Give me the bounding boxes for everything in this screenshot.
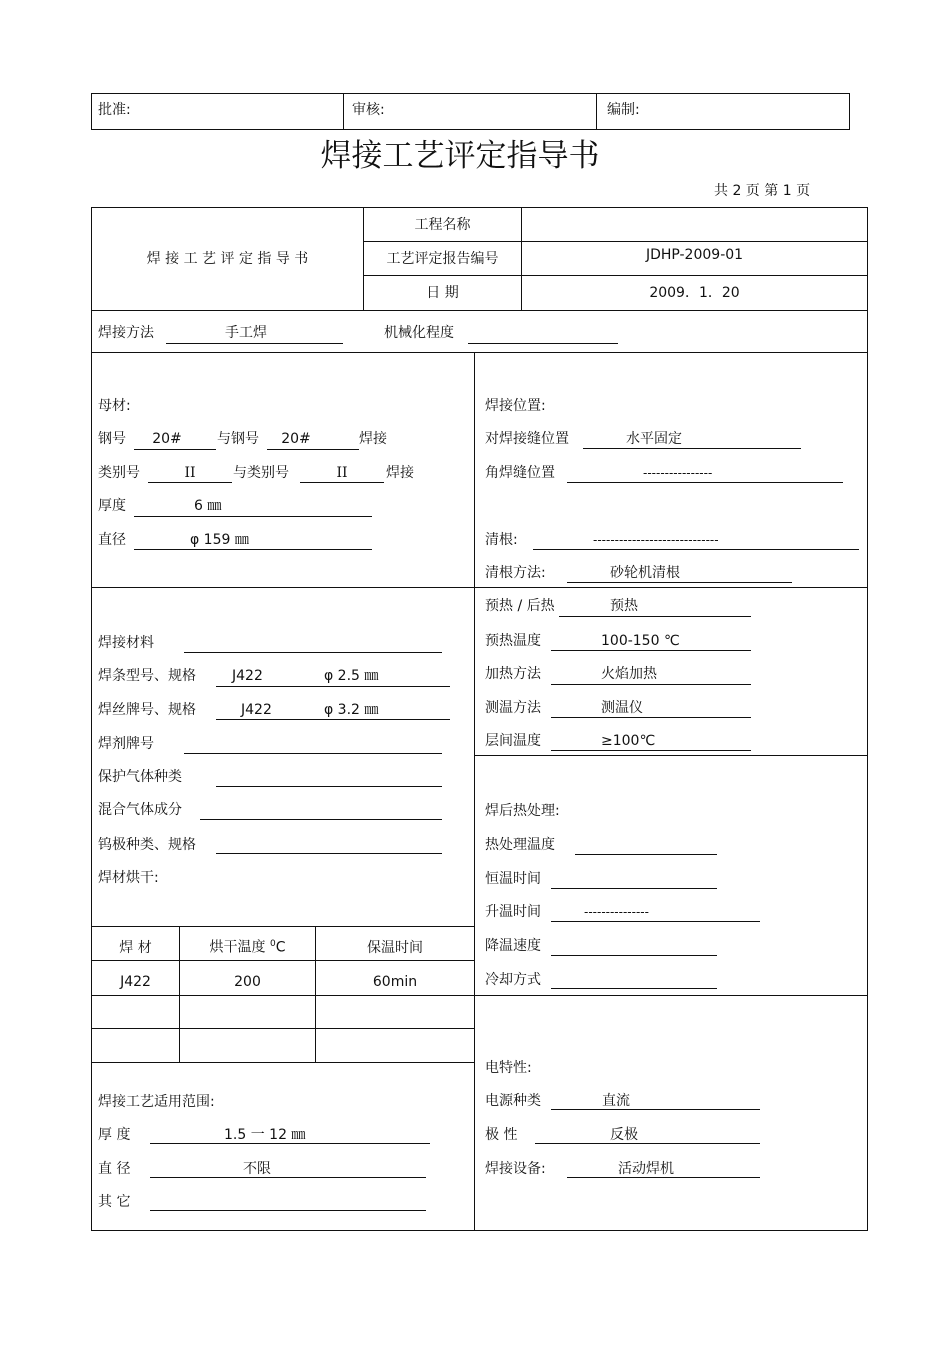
- pwht-rise-label: 升温时间: [485, 904, 541, 920]
- equip-label: 焊接设备:: [485, 1161, 546, 1177]
- electrode-model: J422: [232, 668, 263, 684]
- main-form: [91, 207, 868, 1231]
- preheat-temp-label: 预热温度: [485, 633, 541, 649]
- butt-label: 对焊接缝位置: [485, 431, 569, 447]
- thickness-label: 厚度: [98, 498, 126, 514]
- weld-label-2: 焊接: [386, 465, 414, 481]
- gas-label: 保护气体种类: [98, 769, 182, 785]
- range-thickness-label: 厚 度: [98, 1127, 131, 1143]
- date-label: 日 期: [426, 285, 459, 301]
- weld-label: 焊接: [359, 431, 387, 447]
- pwht-cool-label: 冷却方式: [485, 972, 541, 988]
- range-other-label: 其 它: [98, 1194, 131, 1210]
- celsius-unit: C: [275, 939, 286, 956]
- degree-mark: 0: [269, 939, 276, 949]
- base-metal-title: 母材:: [98, 398, 131, 414]
- power-value: 直流: [602, 1093, 630, 1109]
- diameter-label: 直径: [98, 532, 126, 548]
- page-title: 焊接工艺评定指导书: [320, 138, 600, 174]
- report-no-value: JDHP-2009-01: [645, 247, 744, 263]
- bake-label: 焊材烘干:: [98, 870, 159, 886]
- fillet-label: 角焊缝位置: [485, 465, 555, 481]
- polarity-value: 反极: [610, 1127, 638, 1143]
- class-label: 类别号: [98, 465, 140, 481]
- with-steel-value: 20#: [281, 431, 311, 447]
- backgouge-value: -----------------------------: [593, 533, 719, 547]
- bake-cell-material: J422: [120, 974, 151, 990]
- with-steel-label: 与钢号: [217, 431, 259, 447]
- bake-header-material: 焊 材: [119, 940, 152, 956]
- pwht-hold-label: 恒温时间: [485, 871, 541, 887]
- mech-label: 机械化程度: [384, 325, 454, 341]
- mix-label: 混合气体成分: [98, 802, 182, 818]
- method-value: 手工焊: [225, 325, 267, 341]
- doc-name: 焊 接 工 艺 评 定 指 导 书: [146, 251, 309, 267]
- review-label: 审核:: [352, 102, 385, 118]
- bake-cell-hold: 60min: [372, 974, 418, 990]
- preheat-value: 预热: [610, 598, 638, 614]
- bake-header-temp: [180, 936, 315, 956]
- pwht-title: 焊后热处理:: [485, 803, 560, 819]
- method-label: 焊接方法: [98, 325, 154, 341]
- signoff-table: [91, 93, 850, 130]
- backgouge-method-label: 清根方法:: [485, 565, 546, 581]
- equip-value: 活动焊机: [618, 1161, 674, 1177]
- pwht-temp-label: 热处理温度: [485, 837, 555, 853]
- bake-cell-temp: 200: [234, 974, 261, 990]
- flux-label: 焊剂牌号: [98, 736, 154, 752]
- preheat-temp-value: 100-150 ℃: [601, 633, 680, 649]
- measure-method-value: 测温仪: [601, 700, 643, 716]
- range-diameter-label: 直 径: [98, 1161, 131, 1177]
- position-title: 焊接位置:: [485, 398, 546, 414]
- with-class-label: 与类别号: [233, 465, 289, 481]
- with-class-value: II: [336, 465, 348, 481]
- fillet-value: ----------------: [643, 466, 713, 480]
- compile-label: 编制:: [607, 102, 640, 118]
- approve-label: 批准:: [98, 102, 131, 118]
- electrode-label: 焊条型号、规格: [98, 668, 196, 684]
- backgouge-method-value: 砂轮机清根: [610, 565, 680, 581]
- polarity-label: 极 性: [485, 1127, 518, 1143]
- range-diameter-value: 不限: [243, 1161, 271, 1177]
- bake-header-hold: 保温时间: [367, 940, 423, 956]
- range-title: 焊接工艺适用范围:: [98, 1094, 215, 1110]
- pwht-rise-value: ---------------: [584, 905, 649, 919]
- interpass-label: 层间温度: [485, 733, 541, 749]
- backgouge-label: 清根:: [485, 532, 518, 548]
- butt-value: 水平固定: [626, 431, 682, 447]
- preheat-label: 预热 / 后热: [485, 598, 555, 614]
- wire-model: J422: [241, 702, 272, 718]
- bake-header-temp-label: 烘干温度: [209, 939, 266, 956]
- electrode-size: φ 2.5 ㎜: [324, 668, 379, 684]
- tungsten-label: 钨极种类、规格: [98, 837, 196, 853]
- class-value: II: [184, 465, 196, 481]
- power-label: 电源种类: [485, 1093, 541, 1109]
- project-label: 工程名称: [414, 217, 471, 233]
- electric-title: 电特性:: [485, 1060, 532, 1076]
- steel-label: 钢号: [98, 431, 126, 447]
- measure-method-label: 测温方法: [485, 700, 541, 716]
- report-no-label: 工艺评定报告编号: [386, 251, 499, 267]
- heat-method-label: 加热方法: [485, 666, 541, 682]
- range-thickness-value: 1.5 一 12 ㎜: [224, 1127, 306, 1143]
- steel-value: 20#: [152, 431, 182, 447]
- interpass-value: ≥100℃: [601, 733, 656, 749]
- thickness-value: 6 ㎜: [194, 498, 222, 514]
- wire-size: φ 3.2 ㎜: [324, 702, 379, 718]
- wire-label: 焊丝牌号、规格: [98, 702, 196, 718]
- diameter-value: φ 159 ㎜: [190, 532, 249, 548]
- date-value: 2009．1．20: [649, 285, 740, 301]
- material-title: 焊接材料: [98, 635, 154, 651]
- pwht-fall-label: 降温速度: [485, 938, 541, 954]
- heat-method-value: 火焰加热: [601, 666, 657, 682]
- page-info: 共 2 页 第 1 页: [714, 183, 811, 199]
